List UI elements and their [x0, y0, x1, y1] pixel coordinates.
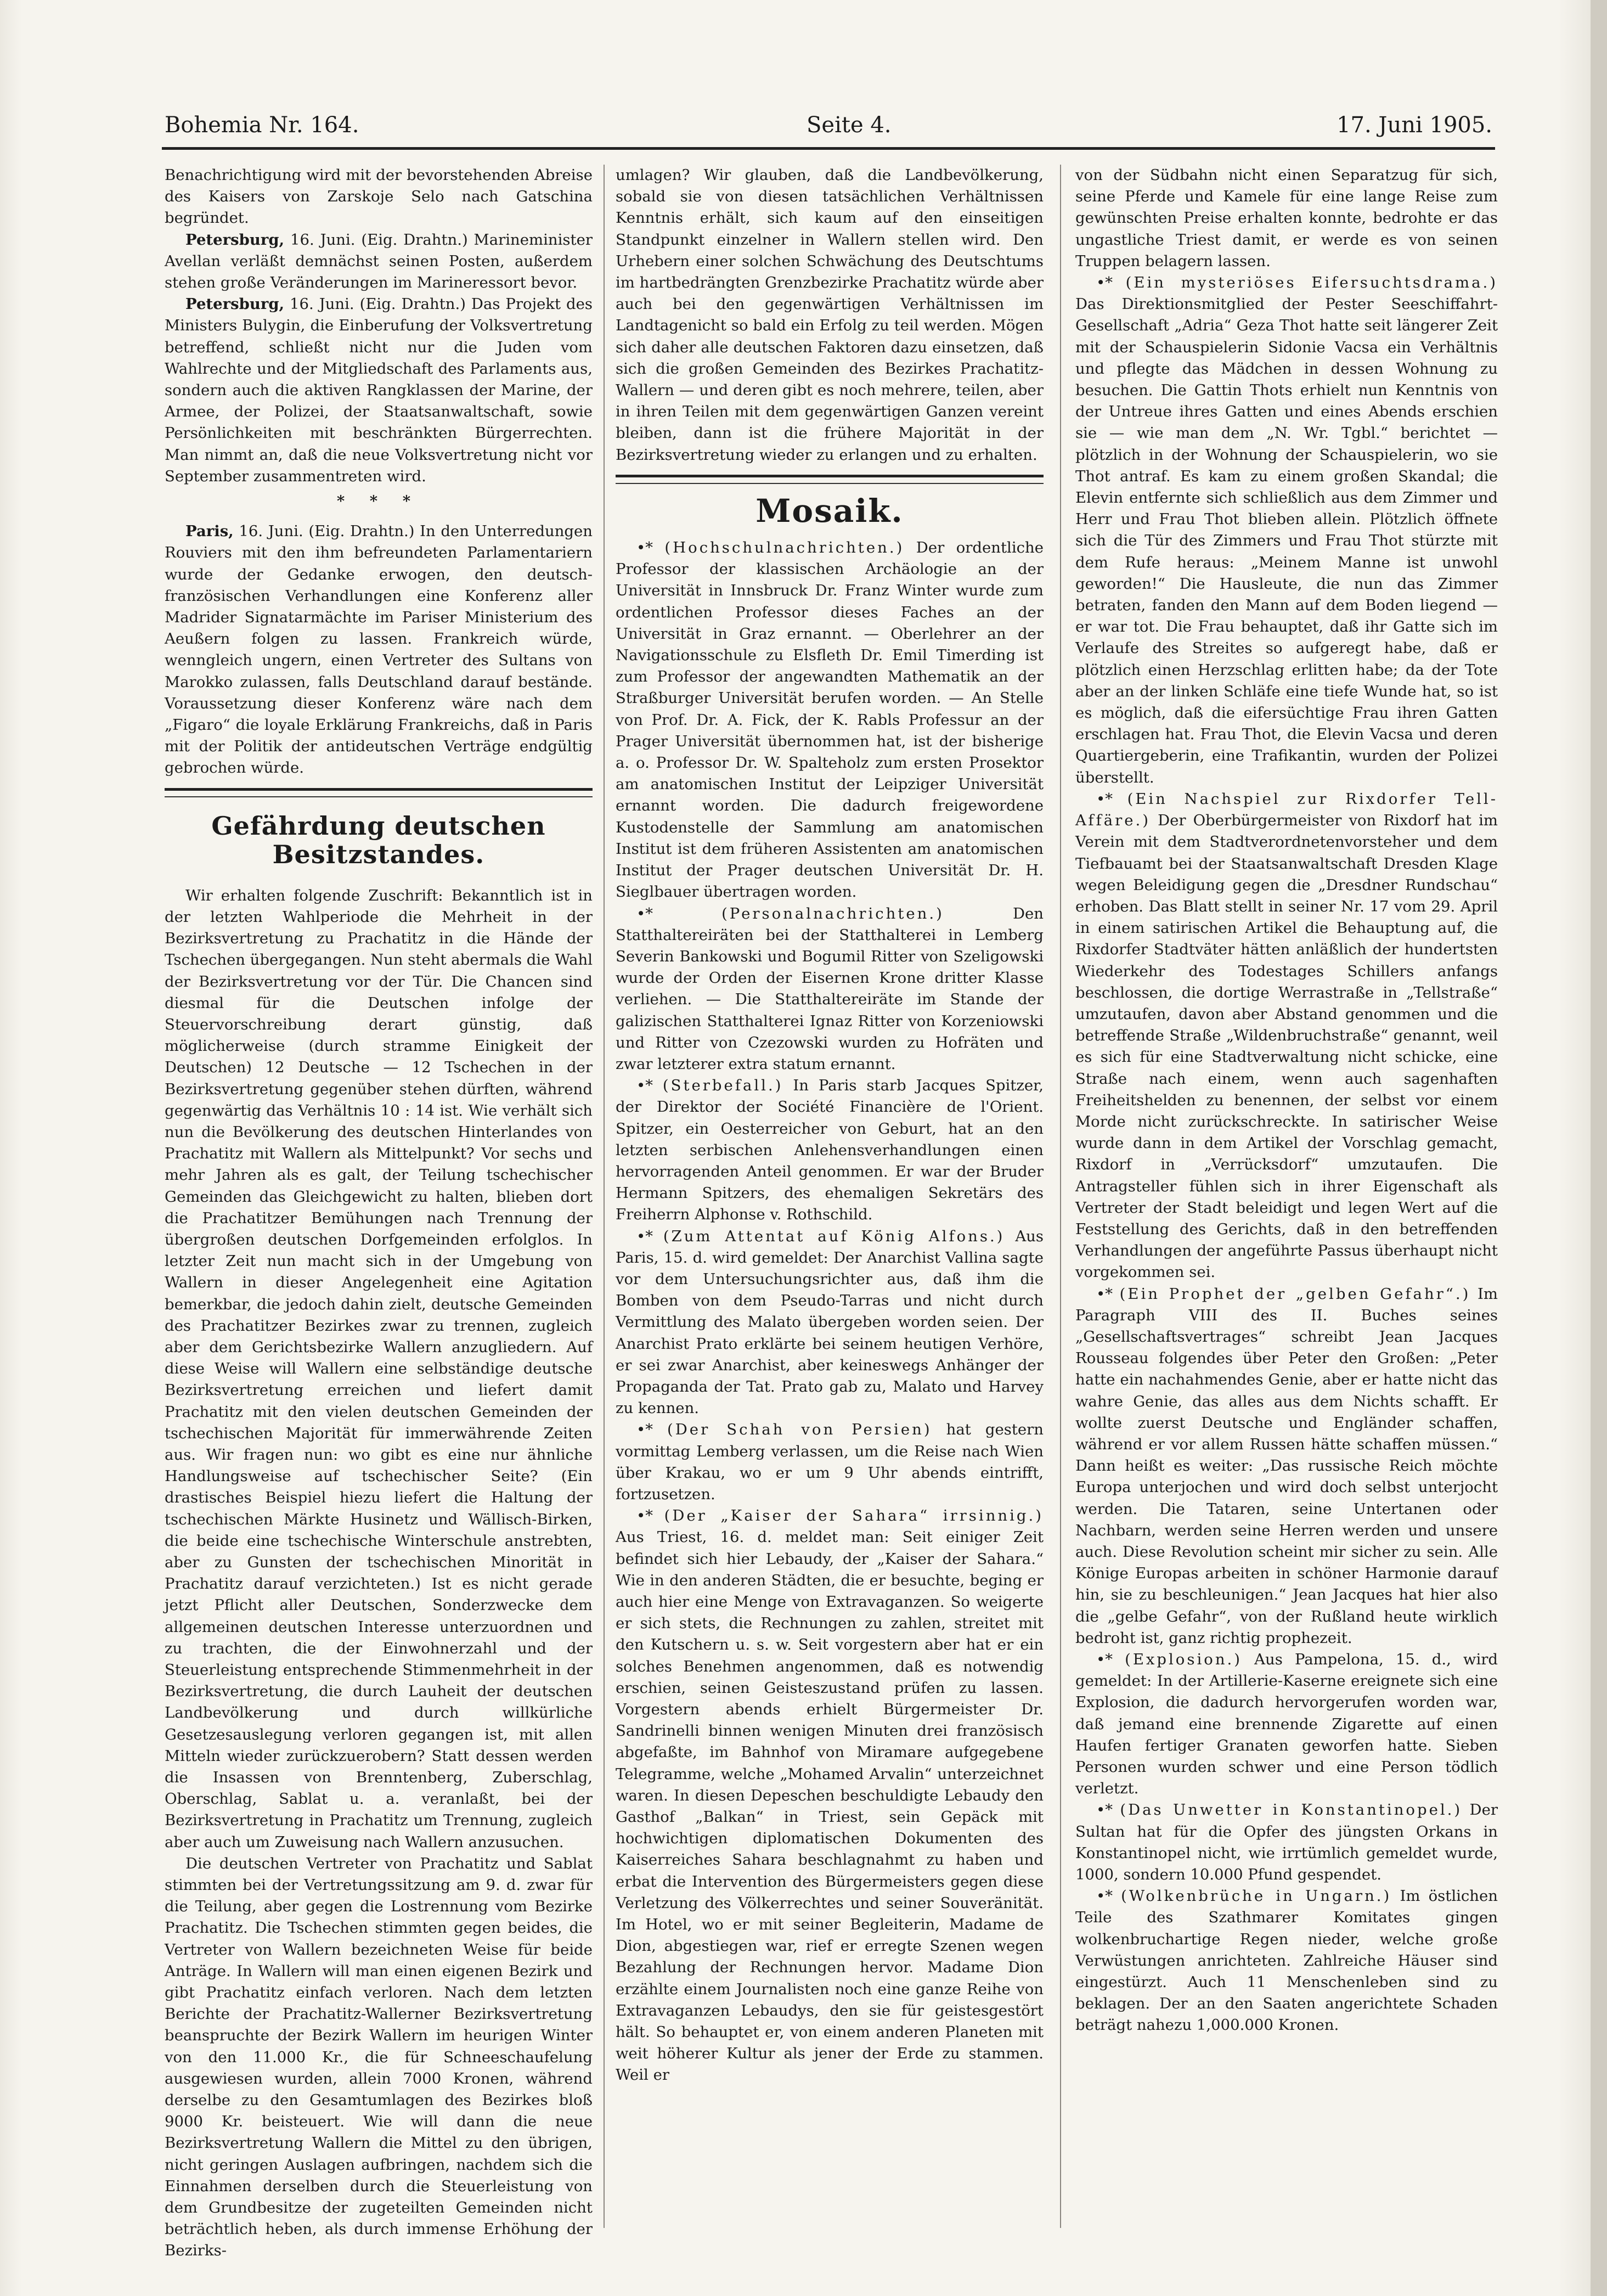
article-paragraph: umlagen? Wir glauben, daß die Landbevölkerung, sobald sie von diesen tatsächlichen Verhältnissen Kenntnis erhält, sich kaum auf den einseitigen Standpunkt einzelner in Wallern stellen wird. Den Urhebern einer solchen Schwächung des Deutschtums im hartbedrängten Grenzbezirke Prachatitz würde aber auch bei den gegenwärtigen Verhältnissen im Landtagenicht so bald ein Erfolg zu teil werden. Mögen sich daher alle deutschen Faktoren dazu einsetzen, daß sich die großen Gemeinden des Bezirkes Prachatitz-Wallern — und deren gibt es noch mehrere, teilen, aber in ihren Teilen mit dem gegenwärtigen Ganzen vereint bleiben, dann ist die frühere Majorität in der Bezirksvertretung wieder zu erlangen und zu erhalten. [616, 166, 1044, 464]
news-paragraph [165, 294, 593, 487]
page-edge [1591, 0, 1607, 2296]
item-text: Aus Pampelona, 15. d., wird gemeldet: In der Artillerie-Kaserne ereignete sich eine Explosion, die dadurch hervorgerufen worden war, daß jemand eine brennende Zigarette auf einen Haufen fertiger Granaten geworfen hatte. Sieben Personen wurden schwer und eine Person tödlich verletzt. [1075, 1651, 1498, 1798]
masthead-rule [162, 147, 1495, 150]
item-heading: (Sterbefall.) [662, 1077, 783, 1095]
column-1 [165, 165, 593, 2262]
article-paragraph: Wir erhalten folgende Zuschrift: Bekanntlich ist in der letzten Wahlperiode die Mehrheit in der Bezirksvertretung zu Prachatitz in die Hände der Tschechen übergegangen. Nun steht abermals die Wahl der Bezirksvertretung vor der Tür. Die Chancen sind diesmal für die Deutschen infolge der Steuervorschreibung derart günstig, daß möglicherweise (durch stramme Einigkeit der Deutschen) 12 Deutsche — 12 Tschechen in der Bezirksvertretung gegenüber stehen dürften, während gegenwärtig das Verhältnis 10 : 14 ist. Wie verhält sich nun die Bevölkerung des deutschen Hinterlandes von Prachatitz mit Wallern als Mittelpunkt? Vor sechs und mehr Jahren als es galt, der Teilung tschechischer Gemeinden das Gleichgewicht zu halten, blieben dort die Prachatitzer Bemühungen nach Trennung der übergroßen deutschen Dorfgemeinden erfolglos. In letzter Zeit nun macht sich in der Umgebung von Wallern in dieser Angelegenheit eine Agitation bemerkbar, die jedoch dahin zielt, deutsche Gemeinden des Prachatitzer Bezirkes zwar zu trennen, zugleich aber dem Gerichtsbezirke Wallern anzugliedern. Auf diese Weise will Wallern eine selbständige deutsche Bezirksvertretung erreichen und liefert damit Prachatitz mit den vielen deutschen Gemeinden der tschechischen Majorität für immerwährende Zeiten aus. Wir fragen nun: wo gibt es eine nur ähnliche Handlungsweise auf tschechischer Seite? (Ein drastisches Beispiel hiezu liefert die Haltung der tschechischen Märkte Husinetz und Wällisch-Birken, die beide eine tschechische Winterschule anstrebten, aber zu Gunsten der tschechischen Minorität in Prachatitz darauf verzichteten.) Ist es nicht gerade jetzt Pflicht aller Deutschen, Sonderzwecke dem allgemeinen deutschen Interesse unterzuordnen und zu trachten, die der Einwohnerzahl und der Steuerleistung entsprechende Stimmenmehrheit in der Bezirksvertretung, die durch Lauheit der deutschen Landbevölkerung und durch willkürliche Gesetzesauslegung verloren gegangen ist, mit allen Mitteln wieder zurückzuerobern? Statt dessen werden die Insassen von Brenntenberg, Zuberschlag, Oberschlag, Sablat u. a. veranlaßt, bei der Bezirksvertretung in Prachatitz um Trennung, zugleich aber auch um Zuweisung nach Wallern anzusuchen. [165, 886, 593, 1851]
item-text: Das Direktionsmitglied der Pester Seeschiffahrt-Gesellschaft „Adria“ Geza Thot hatte seit längerer Zeit mit der Schauspielerin Sidonie Vaсsa ein Verhältnis und pflegte das Mädchen in dessen Wohnung zu besuchen. Die Gattin Thots erhielt nun Kenntnis von der Untreue ihres Gatten und eines Abends erschien sie — wie man dem „N. Wr. Tgbl.“ berichtet — plötzlich in der Wohnung der Schauspielerin, wo sie Thot antraf. Es kam zu einem großen Skandal; die Elevin entfernte sich schließlich aus dem Zimmer und Herr und Frau Thot blieben allein. Plötzlich öffnete sich die Tür des Zimmers und Frau Thot stürzte mit dem Rufe heraus: „Meinem Manne ist unwohl geworden!“ Die Hausleute, die nun das Zimmer betraten, fanden den Mann auf dem Boden liegend — er war tot. Die Frau behauptet, daß ihr Gatte sich im Verlaufe des Streites so aufgeregt habe, daß er plötzlich einen Herzschlag erlitten habe; da der Tote aber an der linken Schläfe eine tiefe Wunde hat, so ist es möglich, daß die eifersüchtige Frau ihren Gatten erschlagen hat. Frau Thot, die Elevin Vaсsa und deren Quartiergeberin, eine Trafikantin, wurden der Polizei überstellt. [1075, 295, 1498, 786]
masthead [165, 112, 1492, 145]
news-text: 16. Juni. (Eig. Drahtn.) In den Unterredungen Rouviers mit den ihm befreundeten Parlamentariern wurde der Gedanke erwogen, den deutsch-französischen Verhandlungen eine Konferenz aller Madrider Signatarmächte im Pariser Ministerium des Aeußern folgen zu lassen. Frankreich würde, wenngleich ungern, einen Vertreter des Sultans von Marokko zulassen, falls Deutschland darauf bestände. Voraussetzung dieser Konferenz wäre nach dem „Figaro“ die loyale Erklärung Frankreichs, daß in Paris mit der Politik der antideutschen Verträge endgültig gebrochen würde. [165, 522, 593, 777]
news-text: 16. Juni. (Eig. Drahtn.) Das Projekt des Ministers Bulygin, die Einberufung der Volksvertretung betreffend, schließt nicht nur die Juden vom Wahlrechte und der Mitgliedschaft des Parlaments aus, sondern auch die aktiven Rangklassen der Marine, der Armee, der Polizei, der Staatsanwaltschaft, sowie Persönlichkeiten mit beschränkten Bürgerrechten. Man nimmt an, daß die neue Volksvertretung nicht vor September zusammentreten wird. [165, 295, 593, 485]
dateline: Petersburg, [185, 295, 285, 313]
item-text: Im östlichen Teile des Szathmarer Komitates gingen wolkenbruchartige Regen nieder, welche große Verwüstungen anrichteten. Zahlreiche Häuser sind eingestürzt. Auch 11 Menschenleben sind zu beklagen. Der an den Saaten angerichtete Schaden beträgt nahezu 1,000.000 Kronen. [1075, 1887, 1498, 2034]
item-text: Der ordentliche Professor der klassischen Archäologie an der Universität in Innsbruck Dr. Franz Winter wurde zum ordentlichen Professor dieses Faches an der Universität in Graz ernannt. — Oberlehrer an der Navigationsschule zu Elsfleth Dr. Emil Timerding ist zum Professor der angewandten Mathematik an der Straßburger Universität berufen worden. — An Stelle von Prof. Dr. A. Fick, der K. Rabls Professur an der Prager Universität übernommen hat, ist der bisherige a. o. Professor Dr. W. Spalteholz zum ersten Prosektor am anatomischen Institut der Leipziger Universität ernannt worden. Die dadurch freigewordene Kustodenstelle der Sammlung am anatomischen Institut ist dem früheren Assistenten am anatomischen Institut der Prager deutschen Universität Dr. H. Sieglbauer übertragen worden. [616, 539, 1044, 901]
item-heading: (Das Unwetter in Konstantinopel.) [1120, 1801, 1463, 1819]
mosaic-item: •* (Der „Kaiser der Sahara“ irrsinnig.) Aus Triest, 16. d. meldet man: Seit einiger Zeit befindet sich hier Lebaudy, der „Kaiser der Sahara.“ Wie in den anderen Städten, die er besuchte, beging er auch hier eine Menge von Extravaganzen. So weigerte er sich stets, die Rechnungen zu zahlen, streitet mit den Kutschern u. s. w. Seit vorgestern aber hat er ein solches Benehmen angenommen, daß es notwendig erschien, seinen Geisteszustand prüfen zu lassen. Vorgestern abends erhielt Bürgermeister Dr. Sandrinelli binnen wenigen Minuten drei französisch abgefaßte, im Bahnhof von Miramare aufgegebene Telegramme, welche „Mohamed Arvalin“ unterzeichnet waren. In diesen Depeschen beschuldigte Lebaudy den Gasthof „Balkan“ in Triest, sein Gepäck mit hochwichtigen diplomatischen Dokumenten des Kaiserreiches Sahara beschlagnahmt zu haben und erbat die Intervention des Bürgermeisters gegen diese Verletzung des Völkerrechtes und seiner Souveränität. Im Hotel, wo er mit seiner Begleiterin, Madame de Dion, abgestiegen war, rief er erregte Szenen wegen Bezahlung der Rechnungen hervor. Madame Dion erzählte einem Journalisten noch eine ganze Reihe von Extravaganzen Lebaudys, den sie für geistesgestört hält. So behauptet er, von einem anderen Planeten mit weit höherer Kultur als jener der Erde zu stammen. Weil er [616, 1507, 1044, 2084]
item-heading: (Explosion.) [1125, 1651, 1243, 1669]
mosaic-item: •* (Zum Attentat auf König Alfons.) Aus Paris, 15. d. wird gemeldet: Der Anarchist Vallina sagte vor dem Untersuchungsrichter aus, daß ihm die Bomben von dem Pseudo-Tarras und nicht durch Vermittlung des Malato übergeben worden seien. Der Anarchist Prato erklärte bei seinem heutigen Verhöre, er sei zwar Anarchist, aber keineswegs Anhänger der Propaganda der Tat. Prato gab zu, Malato und Harvey zu kennen. [616, 1227, 1044, 1417]
item-text: Aus Paris, 15. d. wird gemeldet: Der Anarchist Vallina sagte vor dem Untersuchungsrichter aus, daß ihm die Bomben von dem Pseudo-Tarras und nicht durch Vermittlung des Malato übergeben worden seien. Der Anarchist Prato erklärte bei seinem heutigen Verhöre, er sei zwar Anarchist, aber keineswegs Anhänger der Propaganda der Tat. Prato gab zu, Malato und Harvey zu kennen. [616, 1227, 1044, 1417]
item-heading: (Ein Prophet der „gelben Gefahr“.) [1119, 1285, 1471, 1303]
dateline: Paris, [185, 522, 234, 541]
item-heading: (Der Schah von Persien) [667, 1421, 932, 1439]
news-paragraph [165, 521, 593, 779]
item-text: hat gestern vormittag Lemberg verlassen, um die Reise nach Wien über Krakau, wo er um 9 Uhr abends eintrifft, fortzusetzen. [616, 1421, 1044, 1503]
section-rule [165, 796, 593, 797]
column-divider [1060, 165, 1061, 2228]
mosaic-item: •* (Hochschulnachrichten.) Der ordentliche Professor der klassischen Archäologie an der Universität in Innsbruck Dr. Franz Winter wurde zum ordentlichen Professor dieses Faches an der Universität in Graz ernannt. — Oberlehrer an der Navigationsschule zu Elsfleth Dr. Emil Timerding ist zum Professor der angewandten Mathematik an der Straßburger Universität berufen worden. — An Stelle von Prof. Dr. A. Fick, der K. Rabls Professur an der Prager Universität übernommen hat, ist der bisherige a. o. Professor Dr. W. Spalteholz zum ersten Prosektor am anatomischen Institut der Leipziger Universität ernannt worden. Die dadurch freigewordene Kustodenstelle der Sammlung am anatomischen Institut ist dem früheren Assistenten am anatomischen Institut der Prager deutschen Universität Dr. H. Sieglbauer übertragen worden. [616, 539, 1044, 901]
item-text: Der Oberbürgermeister von Rixdorf hat im Verein mit dem Stadtverordnetenvorsteher und dem Tiefbauamt bei der Staatsanwaltschaft Dresden Klage wegen Beleidigung gegen die „Dresdner Rundschau“ erhoben. Das Blatt stellt in seiner Nr. 17 vom 29. April in einem satirischen Artikel die Behauptung auf, die Rixdorfer Stadtväter hätten anläßlich der hundertsten Wiederkehr des Todestages Schillers anfangs beschlossen, die dortige Werrastraße in „Tellstraße“ umzutaufen, davon aber Abstand genommen und die betreffende Straße „Wildenbruchstraße“ genannt, weil es sich für eine Stadtverwaltung nicht schicke, eine Straße nach einem, wenn auch sagenhaften Freiheitshelden zu benennen, der selbst vor einem Morde nicht zurückschreckte. In satirischer Weise wurde dann in dem Artikel der Vorschlag gemacht, Rixdorf in „Verrücksdorf“ umzutaufen. Die Antragsteller fühlen sich in ihrer Eigenschaft als Vertreter der Stadt beleidigt und legen Wert auf die Feststellung des Gerichts, daß in den betreffenden Verhandlungen der angeführte Passus überhaupt nicht vorgekommen sei. [1075, 812, 1498, 1281]
issue-date: 17. Juni 1905. [1337, 112, 1492, 138]
item-heading: (Personalnachrichten.) [721, 904, 944, 922]
item-heading: (Ein Nachspiel zur Rixdorfer Tell-Affäre.) [1075, 790, 1498, 830]
mosaic-item: •* (Ein Nachspiel zur Rixdorfer Tell-Affäre.) Der Oberbürgermeister von Rixdorf hat im Verein mit dem Stadtverordnetenvorsteher und dem Tiefbauamt bei der Staatsanwaltschaft Dresden Klage wegen Beleidigung gegen die „Dresdner Rundschau“ erhoben. Das Blatt stellt in seiner Nr. 17 vom 29. April in einem satirischen Artikel die Behauptung auf, die Rixdorfer Stadtväter hätten anläßlich der hundertsten Wiederkehr des Todestages Schillers anfangs beschlossen, die dortige Werrastraße in „Tellstraße“ umzutaufen, davon aber Abstand genommen und die betreffende Straße „Wildenbruchstraße“ genannt, weil es sich für eine Stadtverwaltung nicht schicke, eine Straße nach einem, wenn auch sagenhaften Freiheitshelden zu benennen, der selbst vor einem Morde nicht zurückschreckte. In satirischer Weise wurde dann in dem Artikel der Vorschlag gemacht, Rixdorf in „Verrücksdorf“ umzutaufen. Die Antragsteller fühlen sich in ihrer Eigenschaft als Vertreter der Stadt beleidigt und legen Wert auf die Feststellung des Gerichts, daß in den betreffenden Verhandlungen der angeführte Passus überhaupt nicht vorgekommen sei. [1075, 790, 1498, 1281]
item-heading: (Zum Attentat auf König Alfons.) [663, 1227, 1005, 1245]
item-heading: (Hochschulnachrichten.) [664, 539, 905, 557]
article-paragraph: Die deutschen Vertreter von Prachatitz und Sablat stimmten bei der Vertretungssitzung am 9. d. zwar für die Teilung, aber gegen die Lostrennung vom Bezirke Prachatitz. Die Tschechen stimmten gegen beides, die Vertreter von Wallern bezeichneten Weise für beide Anträge. In Wallern will man einen eigenen Bezirk und gibt Prachatitz einfach verloren. Nach dem letzten Berichte der Prachatitz-Wallerner Bezirksvertretung beanspruchte der Bezirk Wallern im heurigen Winter von den 11.000 Kr., die für Schneeschaufelung ausgewiesen wurden, allein 7000 Kronen, während derselbe zu den Gesamtumlagen des Bezirkes bloß 9000 Kr. beisteuert. Wie will dann die neue Bezirksvertretung Wallern die Mittel zu den übrigen, nicht geringen Auslagen aufbringen, nachdem sich die Einnahmen derselben durch die Steuerleistung von dem Grundbesitze der zugeteilten Gemeinden nicht beträchtlich heben, als durch immense Erhöhung der Bezirks- [165, 1854, 593, 2260]
mosaic-item: •* (Sterbefall.) In Paris starb Jacques Spitzer, der Direktor der Société Financière de l'Orient. Spitzer, ein Oesterreicher von Geburt, hat an den letzten serbischen Anlehensverhandlungen einen hervorragenden Anteil genommen. Er war der Bruder Hermann Spitzers, des ehemaligen Sekretärs des Freiherrn Alphonse v. Rothschild. [616, 1077, 1044, 1224]
mosaic-item: •* (Ein Prophet der „gelben Gefahr“.) Im Paragraph VIII des II. Buches seines „Gesellschaftsvertrages“ schreibt Jean Jacques Rousseau folgendes über Peter den Großen: „Peter hatte ein nachahmendes Genie, aber er hatte nicht das wahre Genie, das alles aus dem Nichts schafft. Er wollte zuerst Deutsche und Engländer schaffen, während er vor allem Russen hätte schaffen müssen.“ Dann heißt es weiter: „Das russische Reich möchte Europa unterjochen und wird doch selbst unterjocht werden. Die Tataren, seine Untertanen oder Nachbarn, werden seine Herren werden und unsere auch. Diese Revolution scheint mir sicher zu sein. Alle Könige Europas arbeiten in schöner Harmonie darauf hin, sie zu beschleunigen.“ Jean Jacques hat hier also die „gelbe Gefahr“, von der Rußland heute wirklich bedroht ist, ganz richtig prophezeit. [1075, 1285, 1498, 1647]
mosaic-item: •* (Der Schah von Persien) hat gestern vormittag Lemberg verlassen, um die Reise nach Wien über Krakau, wo er um 9 Uhr abends eintrifft, fortzusetzen. [616, 1421, 1044, 1503]
section-rule [616, 475, 1044, 477]
news-paragraph [165, 229, 593, 294]
item-text: In Paris starb Jacques Spitzer, der Direktor der Société Financière de l'Orient. Spitzer, ein Oesterreicher von Geburt, hat an den letzten serbischen Anlehensverhandlungen einen hervorragenden Anteil genommen. Er war der Bruder Hermann Spitzers, des ehemaligen Sekretärs des Freiherrn Alphonse v. Rothschild. [616, 1077, 1044, 1224]
item-heading: (Der „Kaiser der Sahara“ irrsinnig.) [664, 1507, 1044, 1525]
item-text: Aus Triest, 16. d. meldet man: Seit einiger Zeit befindet sich hier Lebaudy, der „Kaiser der Sahara.“ Wie in den anderen Städten, die er besuchte, beging er auch hier eine Menge von Extravaganzen. So weigerte er sich stets, die Rechnungen zu zahlen, streitet mit den Kutschern u. s. w. Seit vorgestern aber hat er ein solches Benehmen angenommen, daß es notwendig erschien, seinen Geisteszustand prüfen zu lassen. Vorgestern abends erhielt Bürgermeister Dr. Sandrinelli binnen wenigen Minuten drei französisch abgefaßte, im Bahnhof von Miramare aufgegebene Telegramme, welche „Mohamed Arvalin“ unterzeichnet waren. In diesen Depeschen beschuldigte Lebaudy den Gasthof „Balkan“ in Triest, sein Gepäck mit hochwichtigen diplomatischen Dokumenten des Kaiserreiches Sahara beschlagnahmt zu haben und erbat die Intervention des Bürgermeisters gegen diese Verletzung des Völkerrechtes und seiner Souveränität. Im Hotel, wo er mit seiner Begleiterin, Madame de Dion, abgestiegen war, rief er erregte Szenen wegen Bezahlung der Rechnungen hervor. Madame Dion erzählte einem Journalisten noch eine ganze Reihe von Extravaganzen Lebaudys, den sie für geistesgestört hält. So behauptet er, von einem anderen Planeten mit weit höherer Kultur als jener der Erde zu stammen. Weil er [616, 1528, 1044, 2084]
column-divider [604, 165, 605, 2228]
column-3 [1075, 165, 1498, 2036]
mosaic-item: •* (Das Unwetter in Konstantinopel.) Der Sultan hat für die Opfer des jüngsten Orkans in Konstantinopel nicht, wie irrtümlich gemeldet wurde, 1000, sondern 10.000 Pfund gespendet. [1075, 1801, 1498, 1884]
mosaic-item: •* (Explosion.) Aus Pampelona, 15. d., wird gemeldet: In der Artillerie-Kaserne ereignete sich eine Explosion, die dadurch hervorgerufen worden war, daß jemand eine brennende Zigarette auf einen Haufen fertiger Granaten geworfen hatte. Sieben Personen wurden schwer und eine Person tödlich verletzt. [1075, 1651, 1498, 1798]
masthead-title: Bohemia Nr. 164. [165, 112, 359, 138]
item-heading: (Wolkenbrüche in Ungarn.) [1121, 1887, 1392, 1905]
item-text: Der Sultan hat für die Opfer des jüngsten Orkans in Konstantinopel nicht, wie irrtümlich gemeldet wurde, 1000, sondern 10.000 Pfund gespendet. [1075, 1801, 1498, 1884]
page-number: Seite 4. [807, 112, 892, 138]
article-headline: Gefährdung deutschen Besitzstandes. [211, 811, 546, 869]
article-paragraph: von der Südbahn nicht einen Separatzug für sich, seine Pferde und Kamele für eine lange Reise zum gewünschten Preise erhalten konnte, bedrohte er das ungastliche Triest damit, er werde es von seinen Truppen belagern lassen. [1075, 166, 1498, 270]
separator-stars: * * * [336, 492, 421, 510]
dateline: Petersburg, [185, 230, 285, 249]
mosaic-item: •* (Wolkenbrüche in Ungarn.) Im östlichen Teile des Szathmarer Komitates gingen wolkenbruchartige Regen nieder, welche große Verwüstungen anrichteten. Zahlreiche Häuser sind eingestürzt. Auch 11 Menschenleben sind zu beklagen. Der an den Saaten angerichtete Schaden beträgt nahezu 1,000.000 Kronen. [1075, 1887, 1498, 2034]
item-text: Im Paragraph VIII des II. Buches seines „Gesellschaftsvertrages“ schreibt Jean Jacques Rousseau folgendes über Peter den Großen: „Peter hatte ein nachahmendes Genie, aber er hatte nicht das wahre Genie, das alles aus dem Nichts schafft. Er wollte zuerst Deutsche und Engländer schaffen, während er vor allem Russen hätte schaffen müssen.“ Dann heißt es weiter: „Das russische Reich möchte Europa unterjochen und wird doch selbst unterjocht werden. Die Tataren, seine Untertanen oder Nachbarn, werden seine Herren werden und unsere auch. Diese Revolution scheint mir sicher zu sein. Alle Könige Europas arbeiten in schöner Harmonie darauf hin, sie zu beschleunigen.“ Jean Jacques hat hier also die „gelbe Gefahr“, von der Rußland heute wirklich bedroht ist, ganz richtig prophezeit. [1075, 1285, 1498, 1647]
item-text: Den Statthaltereiräten bei der Statthalterei in Lemberg Severin Bankowski und Bogumil Ritter von Szeligowski wurde der Orden der Eisernen Krone dritter Klasse verliehen. — Die Statthaltereiräte im Stande der galizischen Statthalterei Ignaz Ritter von Korzeniowski und Ritter von Czezowski wurden zu Hofräten und zwar letzterer extra statum ernannt. [616, 904, 1044, 1073]
news-text: 16. Juni. (Eig. Drahtn.) Marineminister Avellan verläßt demnächst seinen Posten, außerdem stehen große Veränderungen im Marineressort bevor. [165, 230, 593, 292]
mosaic-item: •* (Ein mysteriöses Eifersuchtsdrama.) Das Direktionsmitglied der Pester Seeschiffahrt-Gesellschaft „Adria“ Geza Thot hatte seit längerer Zeit mit der Schauspielerin Sidonie Vaсsa ein Verhältnis und pflegte das Mädchen in dessen Wohnung zu besuchen. Die Gattin Thots erhielt nun Kenntnis von der Untreue ihres Gatten und eines Abends erschien sie — wie man dem „N. Wr. Tgbl.“ berichtet — plötzlich in der Wohnung der Schauspielerin, wo sie Thot antraf. Es kam zu einem großen Skandal; die Elevin entfernte sich schließlich aus dem Zimmer und Herr und Frau Thot blieben allein. Plötzlich öffnete sich die Tür des Zimmers und Frau Thot stürzte mit dem Rufe heraus: „Meinem Manne ist unwohl geworden!“ Die Hausleute, die nun das Zimmer betraten, fanden den Mann auf dem Boden liegend — er war tot. Die Frau behauptet, daß ihr Gatte sich im Verlaufe des Streites so aufgeregt habe, daß er plötzlich einen Herzschlag erlitten habe; da der Tote aber an der linken Schläfe eine tiefe Wunde hat, so ist es möglich, daß die eifersüchtige Frau ihren Gatten erschlagen hat. Frau Thot, die Elevin Vaсsa und deren Quartiergeberin, eine Trafikantin, wurden der Polizei überstellt. [1075, 274, 1498, 786]
mosaic-item: •* (Personalnachrichten.) Den Statthaltereiräten bei der Statthalterei in Lemberg Severin Bankowski und Bogumil Ritter von Szeligowski wurde der Orden der Eisernen Krone dritter Klasse verliehen. — Die Statthaltereiräte im Stande der galizischen Statthalterei Ignaz Ritter von Korzeniowski und Ritter von Czezowski wurden zu Hofräten und zwar letzterer extra statum ernannt. [616, 904, 1044, 1073]
news-paragraph: Benachrichtigung wird mit der bevorstehenden Abreise des Kaisers von Zarskoje Selo nach Gatschina begründet. [165, 166, 593, 227]
item-heading: (Ein mysteriöses Eifersuchtsdrama.) [1125, 274, 1498, 292]
column-2 [616, 165, 1044, 2086]
section-rule [165, 788, 593, 791]
section-rule [616, 483, 1044, 484]
section-title: Mosaik. [755, 492, 904, 530]
